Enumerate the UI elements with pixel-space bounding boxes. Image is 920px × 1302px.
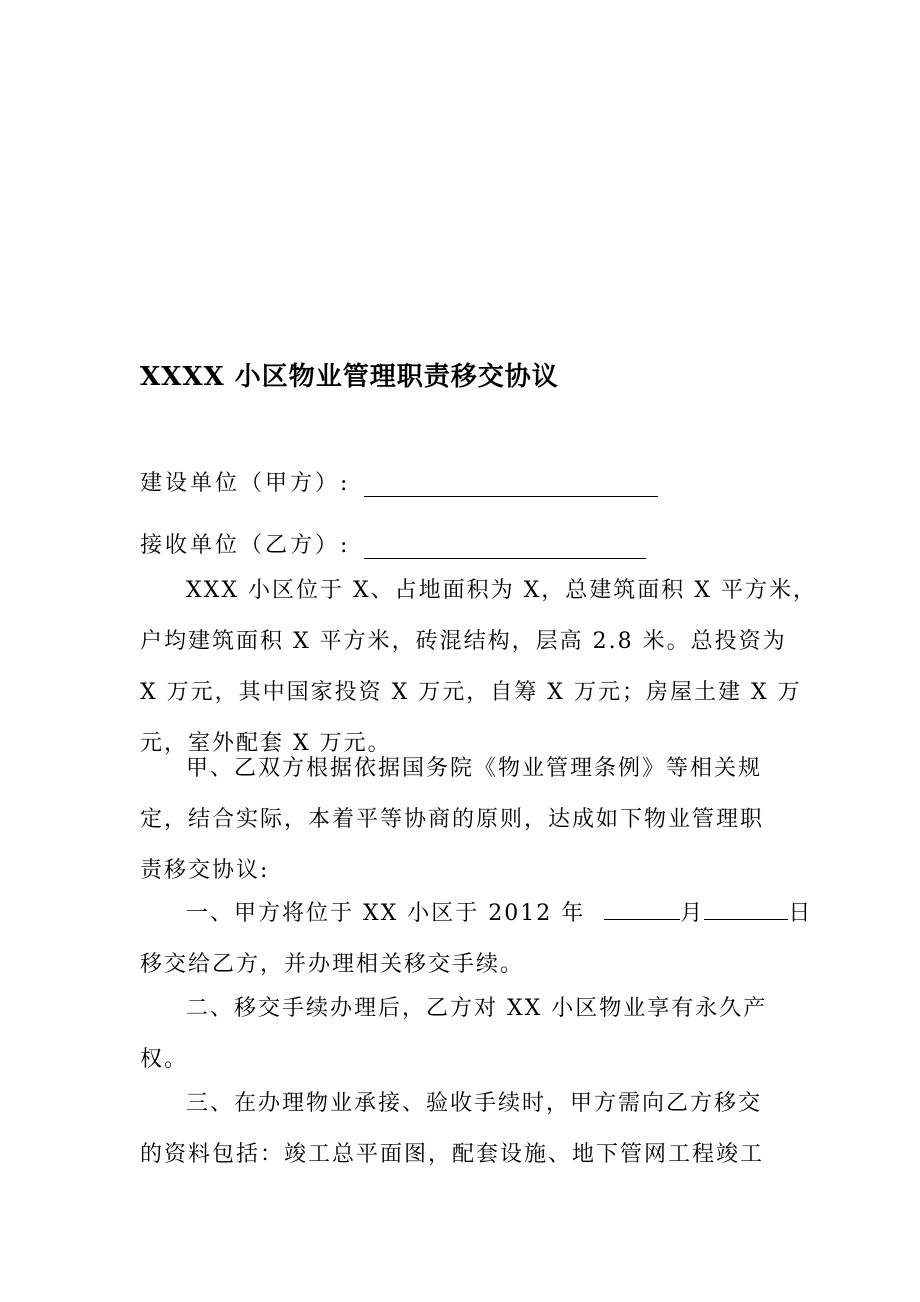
day-blank	[704, 897, 788, 920]
day-label: 日	[788, 901, 813, 926]
paragraph-clause-three	[140, 1078, 780, 1180]
party-a-blank	[364, 470, 658, 497]
paragraph-line: 移交给乙方，并办理相关移交手续。	[140, 952, 525, 977]
paragraph-line: 三、在办理物业承接、验收手续时，甲方需向乙方移交	[186, 1091, 763, 1116]
paragraph-line: 定，结合实际，本着平等协商的原则，达成如下物业管理职	[140, 807, 765, 832]
paragraph-line: 责移交协议:	[140, 858, 270, 883]
paragraph-line: 二、移交手续办理后，乙方对 XX 小区物业享有永久产	[186, 996, 768, 1021]
party-a-line	[140, 466, 658, 497]
paragraph-line: X 万元，其中国家投资 X 万元，自筹 X 万元；房屋土建 X 万	[140, 680, 802, 705]
paragraph-line	[140, 888, 813, 939]
paragraph-line: 元，室外配套 X 万元。	[140, 731, 392, 756]
month-label: 月	[680, 901, 705, 926]
paragraph-project-overview	[140, 565, 817, 769]
party-b-line	[140, 528, 646, 559]
month-blank	[604, 897, 680, 920]
party-b-label: 接收单位（乙方）:	[140, 533, 351, 558]
paragraph-line: 权。	[140, 1047, 189, 1072]
paragraph-line: 户均建筑面积 X 平方米，砖混结构，层高 2.8 米。总投资为	[140, 629, 787, 654]
paragraph-line: XXX 小区位于 X、占地面积为 X，总建筑面积 X 平方米，	[186, 578, 817, 603]
clause-one-text: 一、甲方将位于 XX 小区于 2012 年	[186, 901, 586, 926]
paragraph-clause-two	[140, 983, 780, 1085]
document-title: XXXX 小区物业管理职责移交协议	[140, 362, 559, 392]
paragraph-line: 的资料包括：竣工总平面图，配套设施、地下管网工程竣工	[140, 1142, 765, 1167]
paragraph-line: 甲、乙双方根据依据国务院《物业管理条例》等相关规	[186, 756, 763, 781]
party-b-blank	[364, 532, 646, 559]
party-a-label: 建设单位（甲方）:	[140, 471, 351, 496]
paragraph-clause-one	[140, 888, 813, 990]
paragraph-agreement-basis	[140, 743, 780, 896]
